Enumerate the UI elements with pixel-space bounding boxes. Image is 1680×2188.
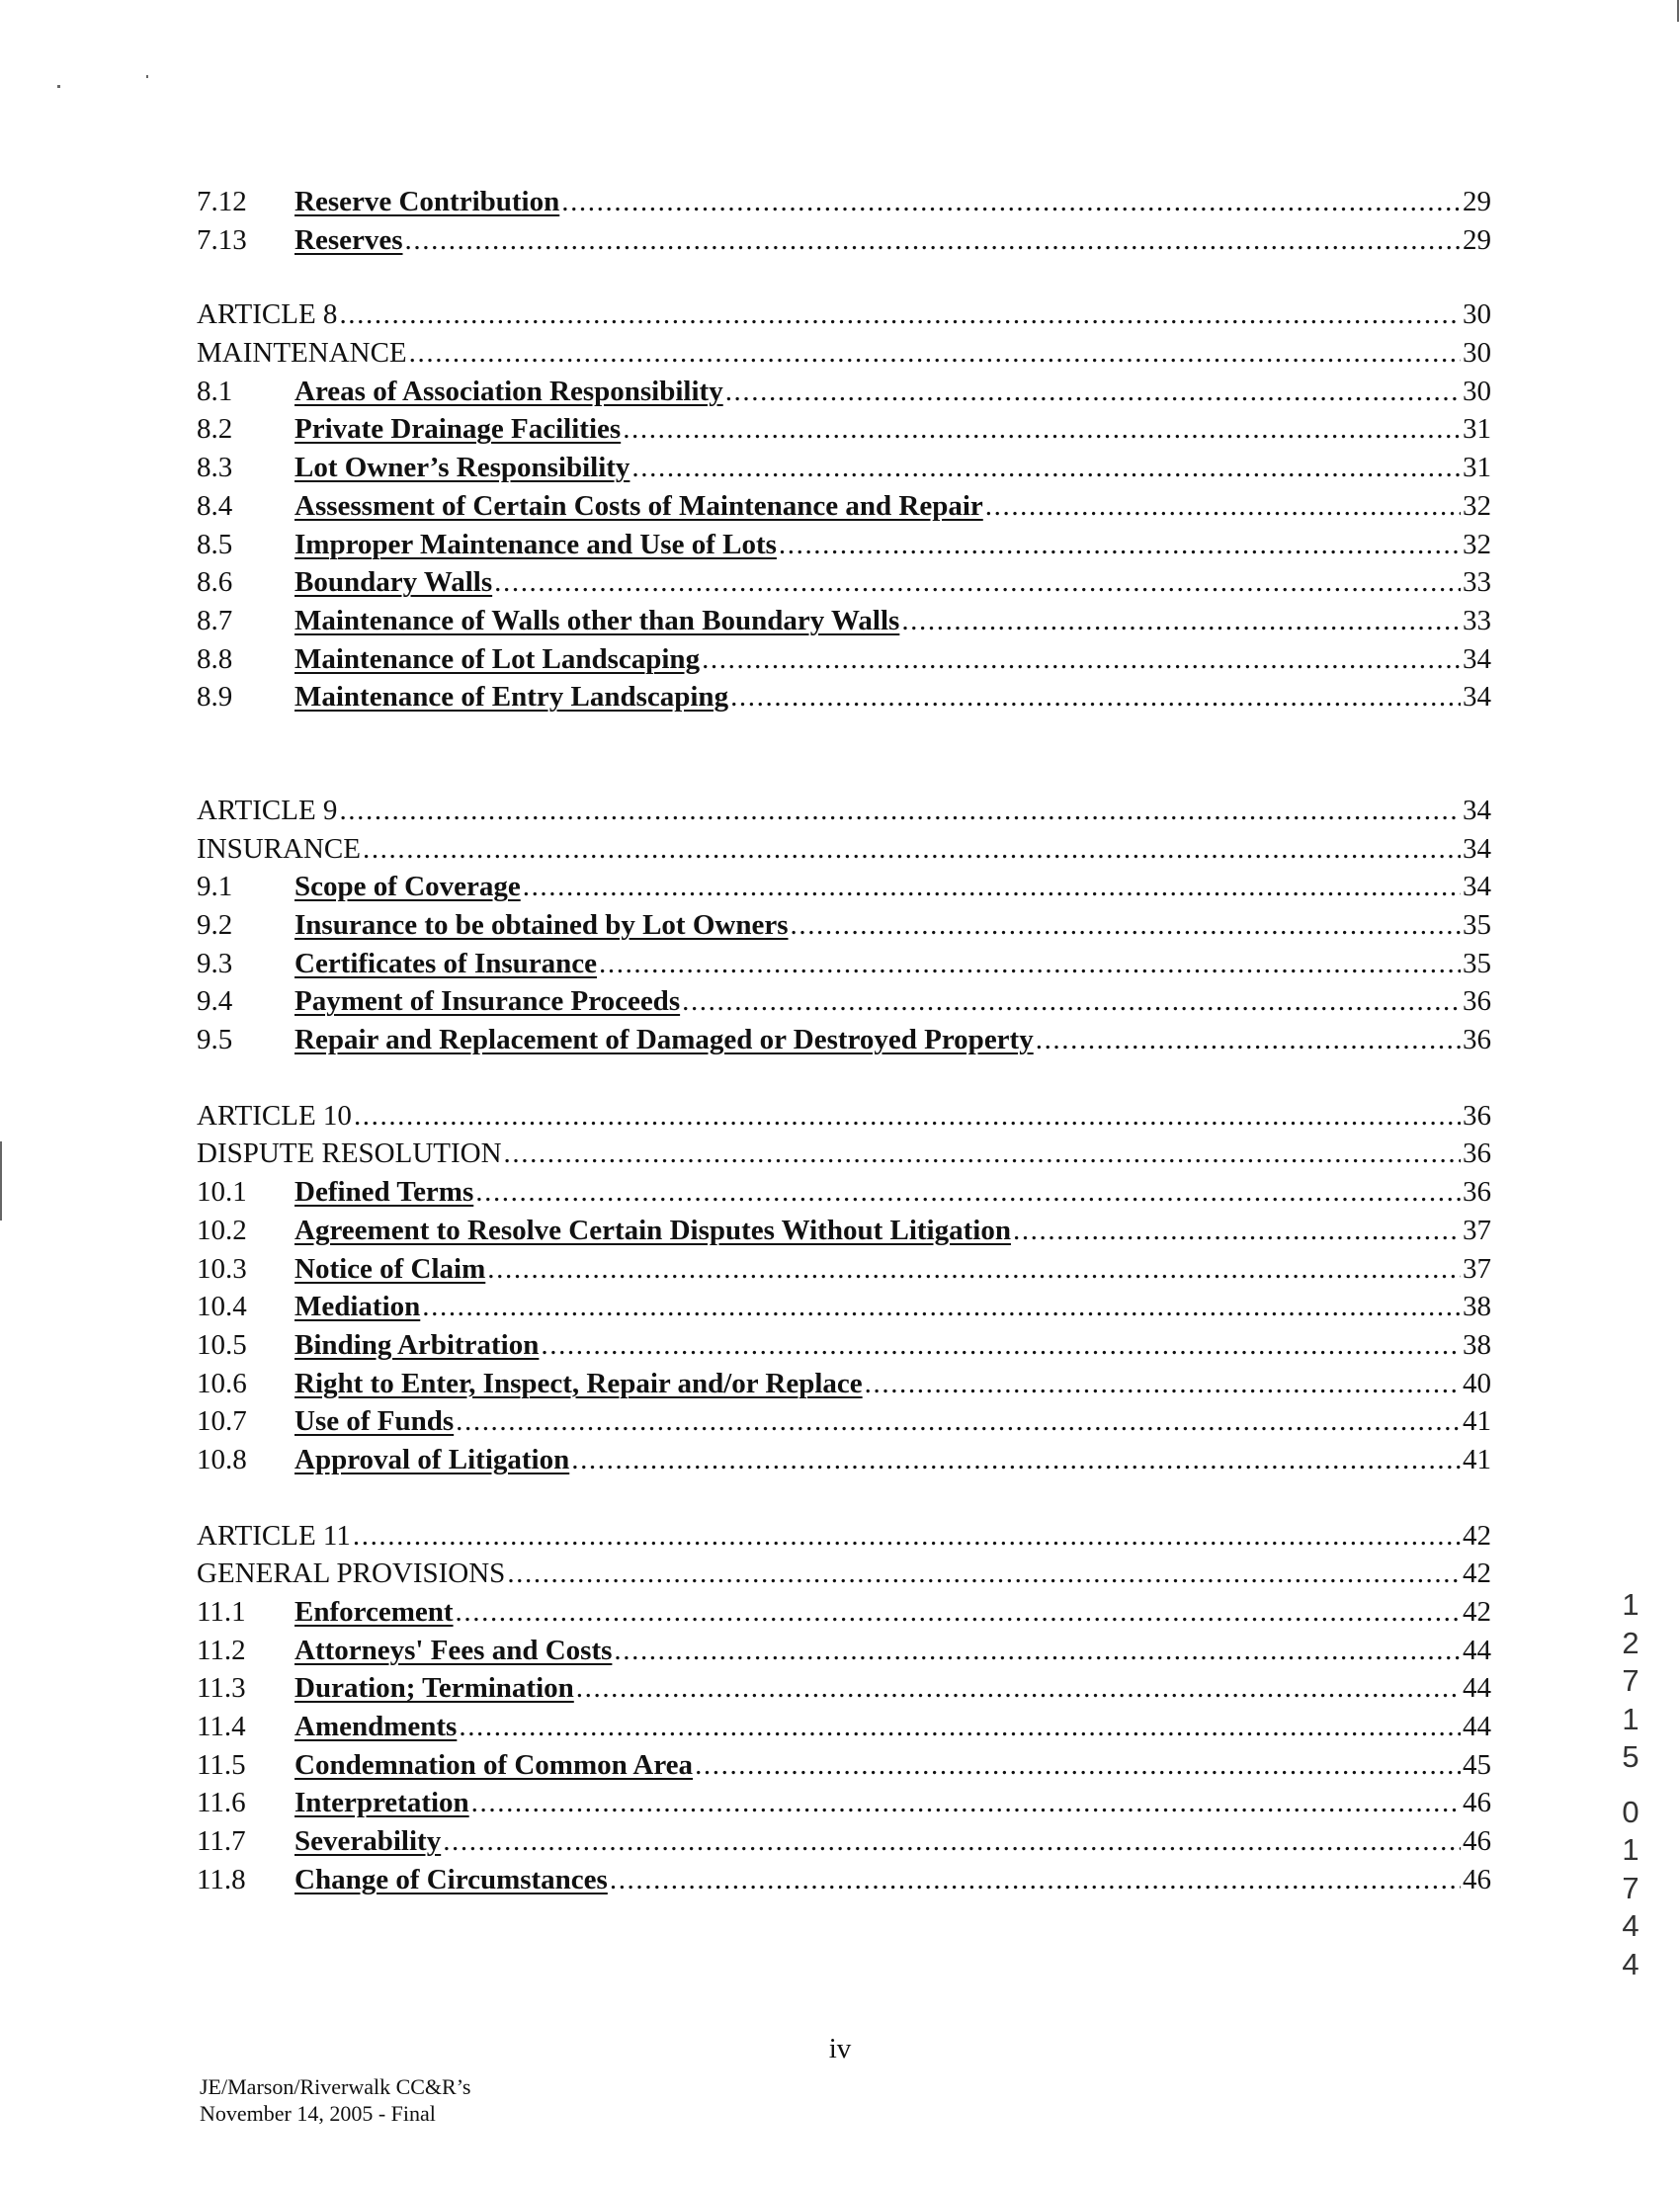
toc-entry-title-link[interactable]: Attorneys' Fees and Costs <box>294 1634 613 1666</box>
toc-entry-title-link[interactable]: Areas of Association Responsibility <box>294 375 723 407</box>
toc-article-title <box>197 1555 1491 1593</box>
toc-entry-title-link[interactable]: Maintenance of Walls other than Boundary Walls <box>294 604 900 636</box>
dot-leader <box>422 1288 1461 1326</box>
toc-page-number: 35 <box>1463 909 1491 941</box>
toc-section-entry[interactable] <box>197 1861 1491 1899</box>
toc-entry-line <box>294 1365 1491 1403</box>
toc-entry-line <box>197 295 1491 334</box>
toc-entry-line <box>294 1402 1491 1441</box>
toc-section-entry[interactable] <box>197 1212 1491 1250</box>
toc-section-entry[interactable] <box>197 945 1491 983</box>
recording-stamp <box>1611 1586 1650 1983</box>
toc-group-spacer <box>197 259 1491 295</box>
toc-article-heading <box>197 295 1491 334</box>
stamp-digit: 2 <box>1622 1625 1639 1660</box>
toc-entry-number: 11.1 <box>197 1596 246 1628</box>
toc-entry-title-link[interactable]: Scope of Coverage <box>294 871 521 903</box>
toc-entry-title-link[interactable]: Repair and Replacement of Damaged or Destroyed Property <box>294 1024 1034 1056</box>
dot-leader <box>409 334 1461 373</box>
toc-entry-number: 7.12 <box>197 186 247 217</box>
dot-leader <box>354 1097 1461 1136</box>
toc-entry-line <box>294 449 1491 487</box>
toc-article-heading <box>197 792 1491 830</box>
toc-entry-title-link[interactable]: Assessment of Certain Costs of Maintenance and Repair <box>294 489 983 522</box>
toc-entry-line <box>294 487 1491 526</box>
dot-leader <box>702 640 1461 679</box>
stamp-digit: 0 <box>1622 1794 1639 1829</box>
toc-entry-number: 11.3 <box>197 1672 246 1705</box>
toc-page-number: 44 <box>1463 1672 1491 1705</box>
dot-leader <box>339 295 1461 334</box>
dot-leader <box>901 602 1461 640</box>
stamp-digit: 1 <box>1622 1701 1639 1736</box>
toc-entry-number: 8.8 <box>197 642 233 675</box>
toc-entry-title-link[interactable]: Improper Maintenance and Use of Lots <box>294 528 777 560</box>
toc-section-entry[interactable] <box>197 1593 1491 1632</box>
dot-leader <box>456 1593 1461 1632</box>
toc-entry-title-link[interactable]: Payment of Insurance Proceeds <box>294 985 681 1018</box>
toc-section-entry[interactable] <box>197 678 1491 716</box>
dot-leader <box>576 1669 1461 1708</box>
toc-page-number: 37 <box>1463 1214 1491 1246</box>
toc-entry-line <box>294 410 1491 449</box>
toc-heading-title: ARTICLE 10 <box>197 1099 352 1132</box>
dot-leader <box>571 1441 1461 1479</box>
toc-entry-number: 8.2 <box>197 413 233 446</box>
stamp-number-group <box>1611 1586 1650 1777</box>
toc-entry-title-link[interactable]: Duration; Termination <box>294 1672 574 1705</box>
dot-leader <box>610 1861 1461 1899</box>
scan-tick-left <box>0 1141 2 1220</box>
toc-section-entry[interactable] <box>197 1632 1491 1670</box>
toc-entry-line <box>294 526 1491 564</box>
toc-entry-title-link[interactable]: Maintenance of Lot Landscaping <box>294 642 701 675</box>
toc-heading-title: ARTICLE 8 <box>197 298 338 331</box>
toc-entry-number: 10.3 <box>197 1252 247 1285</box>
toc-page-number: 38 <box>1463 1291 1491 1323</box>
toc-entry-title-link[interactable]: Private Drainage Facilities <box>294 413 622 446</box>
scan-tick-right <box>1677 0 1679 22</box>
dot-leader <box>682 982 1461 1021</box>
toc-entry-line <box>294 906 1491 945</box>
toc-section-entry[interactable] <box>197 1250 1491 1289</box>
toc-page-number: 29 <box>1463 186 1491 217</box>
toc-section-entry[interactable] <box>197 563 1491 602</box>
toc-entry-number: 9.3 <box>197 947 233 979</box>
toc-section-entry[interactable] <box>197 906 1491 945</box>
document-footer <box>200 2073 470 2127</box>
toc-entry-line <box>294 221 1491 260</box>
toc-entry-line <box>197 1517 1491 1556</box>
toc-page-number: 36 <box>1463 1137 1491 1170</box>
toc-section-entry[interactable] <box>197 373 1491 411</box>
toc-entry-line <box>294 1632 1491 1670</box>
toc-entry-title-link[interactable]: Approval of Litigation <box>294 1443 570 1475</box>
toc-entry-title-link[interactable]: Mediation <box>294 1291 421 1323</box>
toc-entry-title-link[interactable]: Reserve Contribution <box>294 186 560 217</box>
dot-leader <box>507 1555 1461 1593</box>
toc-entry-title-link[interactable]: Interpretation <box>294 1787 469 1819</box>
toc-page-number: 31 <box>1463 452 1491 484</box>
toc-entry-line <box>294 1326 1491 1365</box>
toc-entry-line <box>294 373 1491 411</box>
toc-page-number: 34 <box>1463 832 1491 865</box>
toc-entry-title-link[interactable]: Reserves <box>294 223 403 256</box>
toc-group-spacer <box>197 1479 1491 1517</box>
toc-entry-title-link[interactable]: Use of Funds <box>294 1405 455 1438</box>
toc-section-entry[interactable] <box>197 410 1491 449</box>
toc-page-number: 33 <box>1463 566 1491 599</box>
toc-article-title <box>197 830 1491 869</box>
toc-entry-number: 11.7 <box>197 1825 246 1858</box>
dot-leader <box>985 487 1461 526</box>
dot-leader <box>779 526 1461 564</box>
toc-article-title <box>197 1135 1491 1173</box>
toc-entry-title-link[interactable]: Boundary Walls <box>294 566 493 599</box>
toc-page-number: 31 <box>1463 413 1491 446</box>
dot-leader <box>363 830 1461 869</box>
dot-leader <box>504 1135 1461 1173</box>
dot-leader <box>725 373 1461 411</box>
toc-page-number: 44 <box>1463 1634 1491 1666</box>
toc-page-number: 30 <box>1463 298 1491 331</box>
toc-section-entry[interactable] <box>197 1402 1491 1441</box>
stamp-digit: 7 <box>1622 1663 1639 1698</box>
toc-entry-line <box>294 183 1491 221</box>
toc-page-number: 32 <box>1463 528 1491 560</box>
dot-leader <box>494 563 1461 602</box>
toc-entry-line <box>294 1708 1491 1746</box>
toc-section-entry[interactable] <box>197 640 1491 679</box>
table-of-contents <box>197 183 1491 1899</box>
toc-heading-title: MAINTENANCE <box>197 337 407 370</box>
toc-article-heading <box>197 1517 1491 1556</box>
toc-entry-title-link[interactable]: Maintenance of Entry Landscaping <box>294 681 729 714</box>
toc-article-heading <box>197 1097 1491 1136</box>
toc-entry-number: 10.2 <box>197 1214 247 1246</box>
toc-heading-title: INSURANCE <box>197 832 361 865</box>
toc-entry-title-link[interactable]: Change of Circumstances <box>294 1863 608 1895</box>
toc-page-number: 41 <box>1463 1443 1491 1475</box>
dot-leader <box>730 678 1461 716</box>
toc-entry-number: 9.5 <box>197 1024 233 1056</box>
toc-entry-number: 9.4 <box>197 985 233 1018</box>
toc-heading-title: ARTICLE 9 <box>197 794 338 826</box>
toc-entry-number: 8.6 <box>197 566 233 599</box>
toc-entry-line <box>197 334 1491 373</box>
dot-leader <box>523 868 1461 906</box>
toc-page-number: 36 <box>1463 1099 1491 1132</box>
toc-section-entry[interactable] <box>197 1822 1491 1861</box>
toc-section-entry[interactable] <box>197 868 1491 906</box>
toc-page-number: 33 <box>1463 604 1491 636</box>
toc-entry-title-link[interactable]: Insurance to be obtained by Lot Owners <box>294 909 789 941</box>
toc-section-entry[interactable] <box>197 602 1491 640</box>
dot-leader <box>599 945 1461 983</box>
toc-entry-title-link[interactable]: Agreement to Resolve Certain Disputes Without Litigation <box>294 1214 1011 1246</box>
toc-entry-line <box>294 1212 1491 1250</box>
dot-leader <box>339 792 1461 830</box>
toc-group-spacer <box>197 1059 1491 1097</box>
toc-entry-line <box>294 1593 1491 1632</box>
dot-leader <box>631 449 1461 487</box>
dot-leader <box>695 1746 1461 1785</box>
dot-leader <box>541 1326 1461 1365</box>
toc-page-number: 30 <box>1463 337 1491 370</box>
toc-entry-line <box>294 563 1491 602</box>
dot-leader <box>475 1173 1461 1212</box>
toc-section-entry[interactable] <box>197 1288 1491 1326</box>
toc-entry-line <box>197 1097 1491 1136</box>
toc-entry-title-link[interactable]: Certificates of Insurance <box>294 947 598 979</box>
toc-section-entry[interactable] <box>197 982 1491 1021</box>
toc-page-number: 37 <box>1463 1252 1491 1285</box>
toc-page-number: 36 <box>1463 1176 1491 1209</box>
toc-entry-line <box>294 945 1491 983</box>
toc-entry-number: 8.3 <box>197 452 233 484</box>
toc-entry-title-link[interactable]: Lot Owner’s Responsibility <box>294 452 630 484</box>
toc-entry-number: 10.7 <box>197 1405 247 1438</box>
toc-entry-title-link[interactable]: Severability <box>294 1825 442 1858</box>
toc-page-number: 41 <box>1463 1405 1491 1438</box>
toc-entry-line <box>294 1173 1491 1212</box>
stamp-number-group <box>1611 1794 1650 1984</box>
toc-entry-number: 7.13 <box>197 223 247 256</box>
toc-entry-line <box>294 1250 1491 1289</box>
toc-section-entry[interactable] <box>197 1021 1491 1059</box>
toc-entry-line <box>294 1861 1491 1899</box>
toc-entry-line <box>294 602 1491 640</box>
dot-leader <box>561 183 1461 221</box>
dot-leader <box>1036 1021 1461 1059</box>
toc-page-number: 46 <box>1463 1787 1491 1819</box>
toc-heading-title: DISPUTE RESOLUTION <box>197 1137 502 1170</box>
toc-entry-number: 11.6 <box>197 1787 246 1819</box>
toc-section-entry[interactable] <box>197 1708 1491 1746</box>
scan-speck <box>146 75 148 78</box>
toc-page-number: 34 <box>1463 642 1491 675</box>
toc-section-entry[interactable] <box>197 1784 1491 1822</box>
footer-document-id: JE/Marson/Riverwalk CC&R’s <box>200 2074 471 2099</box>
toc-entry-line <box>294 1441 1491 1479</box>
toc-page-number: 32 <box>1463 489 1491 522</box>
toc-section-entry[interactable] <box>197 1365 1491 1403</box>
toc-entry-number: 10.1 <box>197 1176 247 1209</box>
toc-entry-line <box>294 1784 1491 1822</box>
toc-page-number: 40 <box>1463 1367 1491 1399</box>
toc-entry-number: 10.8 <box>197 1443 247 1475</box>
scan-speck <box>57 85 60 88</box>
stamp-digit: 4 <box>1622 1908 1639 1943</box>
toc-page-number: 42 <box>1463 1519 1491 1552</box>
stamp-digit: 1 <box>1622 1587 1639 1622</box>
dot-leader <box>487 1250 1461 1289</box>
toc-entry-title-link[interactable]: Right to Enter, Inspect, Repair and/or Replace <box>294 1367 863 1399</box>
toc-heading-title: GENERAL PROVISIONS <box>197 1557 506 1590</box>
dot-leader <box>865 1365 1461 1403</box>
toc-section-entry[interactable] <box>197 1669 1491 1708</box>
toc-page-number: 29 <box>1463 223 1491 256</box>
toc-entry-line <box>294 640 1491 679</box>
toc-entry-line <box>197 830 1491 869</box>
toc-section-entry[interactable] <box>197 1746 1491 1785</box>
dot-leader <box>1013 1212 1461 1250</box>
toc-page-number: 44 <box>1463 1711 1491 1743</box>
dot-leader <box>353 1517 1461 1556</box>
footer-date: November 14, 2005 - Final <box>200 2101 436 2126</box>
toc-page-number: 34 <box>1463 871 1491 903</box>
toc-page-number: 45 <box>1463 1748 1491 1781</box>
toc-heading-title: ARTICLE 11 <box>197 1519 351 1552</box>
toc-page-number: 34 <box>1463 681 1491 714</box>
toc-page-number: 46 <box>1463 1825 1491 1858</box>
stamp-digit: 7 <box>1622 1870 1639 1905</box>
toc-section-entry[interactable] <box>197 221 1491 260</box>
toc-entry-line <box>294 982 1491 1021</box>
toc-entry-number: 8.5 <box>197 528 233 560</box>
toc-page-number: 34 <box>1463 794 1491 826</box>
toc-entry-title-link[interactable]: Notice of Claim <box>294 1252 486 1285</box>
dot-leader <box>791 906 1462 945</box>
toc-entry-number: 11.8 <box>197 1863 246 1895</box>
dot-leader <box>459 1708 1461 1746</box>
dot-leader <box>623 410 1461 449</box>
toc-entry-line <box>294 1288 1491 1326</box>
dot-leader <box>405 221 1461 260</box>
toc-entry-line <box>294 868 1491 906</box>
toc-group-spacer <box>197 716 1491 792</box>
toc-entry-number: 10.6 <box>197 1367 247 1399</box>
toc-page-number: 30 <box>1463 375 1491 407</box>
toc-article-title <box>197 334 1491 373</box>
toc-entry-number: 8.1 <box>197 375 233 407</box>
toc-entry-title-link[interactable]: Condemnation of Common Area <box>294 1748 694 1781</box>
toc-entry-line <box>294 1669 1491 1708</box>
toc-entry-number: 10.4 <box>197 1291 247 1323</box>
toc-page-number: 38 <box>1463 1328 1491 1361</box>
toc-entry-line <box>294 678 1491 716</box>
toc-entry-title-link[interactable]: Enforcement <box>294 1596 454 1628</box>
dot-leader <box>471 1784 1461 1822</box>
stamp-digit: 1 <box>1622 1832 1639 1867</box>
dot-leader <box>614 1632 1461 1670</box>
page-number: iv <box>828 2033 852 2064</box>
toc-section-entry[interactable] <box>197 1326 1491 1365</box>
toc-entry-number: 9.2 <box>197 909 233 941</box>
toc-entry-line <box>197 1135 1491 1173</box>
toc-entry-title-link[interactable]: Amendments <box>294 1711 458 1743</box>
toc-page-number: 42 <box>1463 1557 1491 1590</box>
toc-entry-number: 8.9 <box>197 681 233 714</box>
toc-entry-number: 8.4 <box>197 489 233 522</box>
toc-section-entry[interactable] <box>197 1441 1491 1479</box>
toc-page-number: 36 <box>1463 1024 1491 1056</box>
toc-page-number: 42 <box>1463 1596 1491 1628</box>
stamp-digit: 4 <box>1622 1946 1639 1981</box>
toc-page-number: 35 <box>1463 947 1491 979</box>
toc-section-entry[interactable] <box>197 526 1491 564</box>
toc-section-entry[interactable] <box>197 449 1491 487</box>
toc-entry-number: 11.5 <box>197 1748 246 1781</box>
toc-section-entry[interactable] <box>197 487 1491 526</box>
toc-entry-number: 10.5 <box>197 1328 247 1361</box>
stamp-digit: 5 <box>1622 1739 1639 1774</box>
toc-entry-title-link[interactable]: Defined Terms <box>294 1176 474 1209</box>
toc-page-number: 36 <box>1463 985 1491 1018</box>
toc-entry-number: 11.2 <box>197 1634 246 1666</box>
toc-entry-title-link[interactable]: Binding Arbitration <box>294 1328 540 1361</box>
stamp-spacer <box>1611 1777 1650 1794</box>
dot-leader <box>443 1822 1461 1861</box>
toc-entry-line <box>197 792 1491 830</box>
dot-leader <box>456 1402 1461 1441</box>
toc-entry-line <box>294 1746 1491 1785</box>
toc-entry-number: 9.1 <box>197 871 233 903</box>
toc-entry-line <box>294 1021 1491 1059</box>
toc-entry-line <box>294 1822 1491 1861</box>
toc-entry-number: 8.7 <box>197 604 233 636</box>
toc-section-entry[interactable] <box>197 1173 1491 1212</box>
toc-section-entry[interactable] <box>197 183 1491 221</box>
toc-page-number: 46 <box>1463 1863 1491 1895</box>
toc-entry-number: 11.4 <box>197 1711 246 1743</box>
toc-entry-line <box>197 1555 1491 1593</box>
